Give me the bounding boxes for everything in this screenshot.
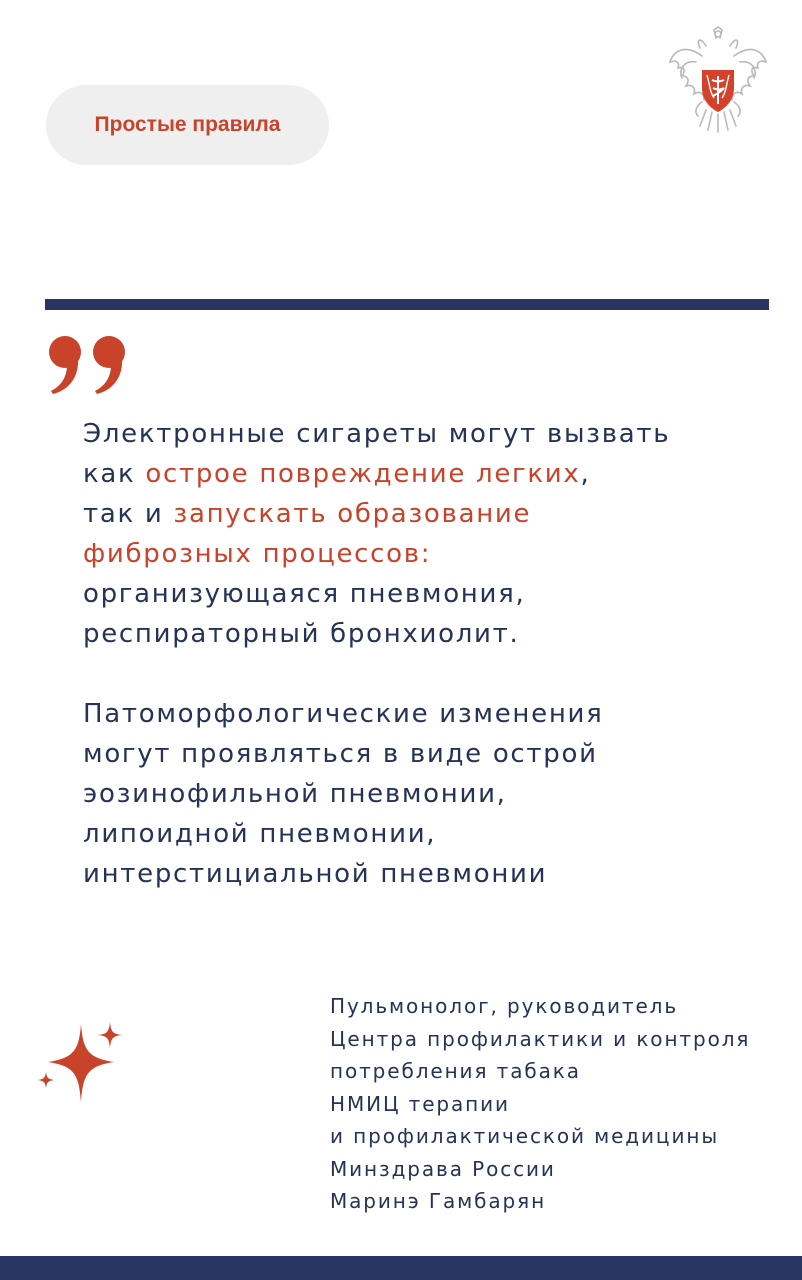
author-line: потребления табака [330, 1059, 581, 1083]
author-line: и профилактической медицины [330, 1124, 720, 1148]
author-line: Пульмонолог, руководитель [330, 994, 679, 1018]
author-line: Центра профилактики и контроля [330, 1026, 751, 1051]
quote-fragment: респираторный бронхиолит. [83, 619, 520, 649]
quote-line: эозинофильной пневмонии, [83, 779, 507, 809]
quote-highlight: запускать образование [173, 499, 532, 529]
quote-fragment: , [580, 459, 591, 489]
quote-line: могут проявляться в виде острой [83, 739, 598, 769]
author-signature [330, 990, 800, 1218]
top-divider [45, 299, 769, 310]
quote-fragment: как [83, 459, 146, 489]
quote-paragraph-2 [83, 694, 773, 894]
author-line: Минздрава России [330, 1156, 556, 1181]
bottom-bar [0, 1256, 802, 1280]
eagle-emblem-icon [666, 26, 770, 136]
quote-fragment: Электронные сигареты могут вызвать [83, 419, 671, 449]
rules-badge [46, 85, 329, 165]
quote-fragment: организующаяся пневмония, [83, 579, 526, 609]
quote-line: интерстициальной пневмонии [83, 859, 548, 889]
author-name: Маринэ Гамбарян [330, 1189, 547, 1213]
quote-text [83, 414, 773, 894]
author-line: НМИЦ терапии [330, 1091, 510, 1116]
sparkle-icon [36, 1020, 128, 1104]
quote-mark-icon [47, 335, 129, 395]
quote-highlight: фиброзных процессов: [83, 539, 432, 569]
quote-line: липоидной пневмонии, [83, 819, 437, 849]
quote-fragment: так и [83, 499, 174, 529]
quote-line: Патоморфологические изменения [83, 699, 604, 729]
rules-badge-label: Простые правила [94, 113, 281, 136]
quote-paragraph-1 [83, 414, 773, 654]
quote-highlight: острое повреждение легких [145, 459, 581, 489]
